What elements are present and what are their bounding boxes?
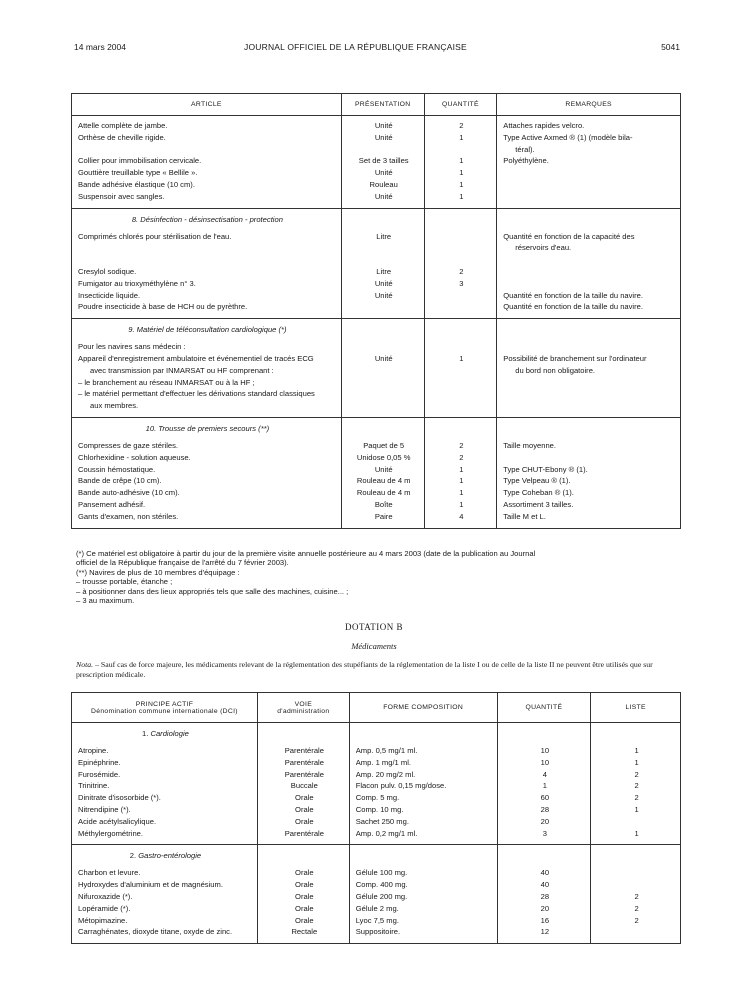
- text-line: 1: [459, 179, 464, 189]
- text-line: Amp. 0,5 mg/1 ml.: [355, 746, 418, 755]
- nota-text: – Sauf cas de force majeure, les médicaments relevant de la réglementation des stupéfiants de la réglementation de la liste I ou de celle de la liste II ne peuvent être utilisés que sur prescription médicale.: [76, 660, 653, 679]
- text-line: (**) Navires de plus de 10 membres d'équipage :: [76, 567, 240, 577]
- text-line: Type Active Axmed ® (1) (modèle bila-: [503, 132, 633, 142]
- text-line: 1: [459, 156, 464, 166]
- text-line: Epinéphrine.: [78, 757, 121, 767]
- text-line: [503, 377, 676, 389]
- text-line: 28: [540, 891, 550, 901]
- text-line: – à positionner dans des lieux appropriés tels que salle des machines, cuisine... ;: [76, 586, 349, 596]
- text-line: Bande adhésive élastique (10 cm).: [78, 179, 195, 189]
- text-line: [78, 144, 337, 156]
- text-line: Gélule 200 mg.: [355, 891, 408, 901]
- text-line: Unité: [374, 168, 393, 178]
- text-line: [503, 341, 676, 353]
- footnotes: [76, 549, 676, 605]
- text-line: 1: [634, 746, 639, 755]
- col-header-liste: LISTE: [591, 693, 681, 723]
- text-line: Amp. 1 mg/1 ml.: [355, 757, 412, 767]
- quantite-list: [504, 867, 587, 938]
- text-line: Méthylergométrine.: [78, 828, 143, 838]
- text-line: Attelle complète de jambe.: [78, 121, 168, 130]
- liste-list: [597, 867, 676, 938]
- text-line: Dinitrate d'isosorbide (*).: [78, 793, 161, 803]
- quantity-cell: [424, 116, 497, 209]
- text-line: Polyéthylène.: [503, 156, 549, 166]
- text-line: 2: [459, 121, 464, 130]
- text-line: (*) Ce matériel est obligatoire à partir du jour de la première visite annuelle postérieure au 4 mars 2003 (date de la publication au Journal: [76, 549, 536, 558]
- principe-list: [78, 745, 253, 839]
- text-line: 12: [540, 927, 550, 937]
- text-line: 1: [459, 191, 464, 201]
- text-line: 60: [540, 793, 550, 803]
- text-line: [348, 301, 420, 313]
- table-header-row: [72, 94, 681, 116]
- text-line: Amp. 0,2 mg/1 ml.: [355, 828, 418, 838]
- text-line: 4: [542, 769, 548, 779]
- text-line: Pour les navires sans médecin :: [78, 342, 186, 352]
- remarks-list: [503, 231, 676, 314]
- text-line: [431, 144, 493, 156]
- text-line: Amp. 20 mg/2 ml.: [355, 769, 416, 779]
- dotation-subtitle: Médicaments: [351, 641, 397, 651]
- text-line: Fumigator au trioxyméthylène n° 3.: [78, 278, 196, 288]
- text-line: [597, 867, 676, 879]
- text-line: Orthèse de cheville rigide.: [78, 132, 166, 142]
- col-header-quantite: QUANTITÉ: [497, 693, 591, 723]
- article-list: [78, 440, 337, 523]
- section-row-teleconsultation: [72, 319, 681, 418]
- section-row-orthopedic: [72, 116, 681, 209]
- presentation-cell: [341, 116, 424, 209]
- text-line: – 3 au maximum.: [76, 595, 135, 605]
- text-line: 20: [540, 816, 550, 826]
- text-line: Sachet 250 mg.: [355, 816, 409, 826]
- text-line: [503, 167, 676, 179]
- text-line: [431, 341, 493, 353]
- text-line: Unité: [374, 290, 393, 300]
- text-line: Attaches rapides velcro.: [503, 121, 585, 130]
- text-line: [503, 266, 676, 278]
- text-line: Comprimés chlorés pour stérilisation de l'eau.: [78, 231, 232, 241]
- section-row-disinfection: [72, 208, 681, 319]
- text-line: 3: [542, 828, 548, 838]
- text-line: [348, 377, 420, 389]
- text-line: [597, 926, 676, 938]
- text-line: avec transmission par INMARSAT ou HF comprenant :: [90, 365, 274, 375]
- text-line: Rouleau de 4 m: [356, 476, 411, 486]
- section-title: 2. Gastro-entérologie: [129, 851, 202, 861]
- header-page-number: 5041: [661, 42, 680, 52]
- text-line: [348, 400, 420, 412]
- text-line: Gouttière treuillable type « Bellile ».: [78, 168, 198, 178]
- presentation-list: [348, 341, 420, 412]
- text-line: Chlorhexidine - solution aqueuse.: [78, 452, 191, 462]
- presentation-list: [348, 231, 420, 314]
- text-line: 1: [634, 757, 639, 767]
- text-line: 2: [459, 452, 464, 462]
- text-line: 2: [459, 440, 464, 450]
- text-line: Gélule 100 mg.: [355, 868, 408, 878]
- section-title: 10. Trousse de premiers secours (**): [145, 423, 270, 433]
- text-line: Bande auto-adhésive (10 cm).: [78, 488, 180, 498]
- text-line: 1: [459, 488, 464, 498]
- text-line: Type Velpeau ® (1).: [503, 476, 571, 486]
- text-line: Parentérale: [284, 757, 324, 767]
- text-line: 16: [540, 915, 550, 925]
- text-line: Parentérale: [284, 828, 324, 838]
- text-line: – le matériel permettant d'effectuer les dérivations standard classiques: [78, 389, 315, 399]
- text-line: 40: [540, 868, 550, 878]
- section-title: 8. Désinfection - désinsectisation - protection: [131, 214, 283, 224]
- text-line: 1: [634, 804, 639, 814]
- text-line: 2: [634, 781, 639, 791]
- col-header-presentation: PRÉSENTATION: [341, 94, 424, 116]
- text-line: [431, 400, 493, 412]
- text-line: Type Coheban ® (1).: [503, 488, 574, 498]
- text-line: Comp. 400 mg.: [355, 880, 408, 890]
- text-line: Buccale: [290, 781, 318, 791]
- text-line: Unidose 0,05 %: [356, 452, 411, 462]
- text-line: Unité: [374, 353, 393, 363]
- text-line: Set de 3 tailles: [358, 156, 409, 166]
- table-header-row: [72, 693, 681, 723]
- text-line: Orale: [295, 915, 314, 925]
- text-line: Métopimazine.: [78, 915, 128, 925]
- remarks-cell: [497, 116, 681, 209]
- nota-label: Nota.: [76, 660, 94, 669]
- equipment-table: [71, 93, 681, 529]
- text-line: Litre: [376, 231, 392, 241]
- voie-list: [264, 867, 345, 938]
- text-line: Nitrendipine (*).: [78, 804, 131, 814]
- header-date: 14 mars 2004: [74, 42, 126, 52]
- text-line: [431, 254, 493, 266]
- text-line: du bord non obligatoire.: [515, 365, 596, 375]
- text-line: Unité: [374, 132, 393, 142]
- text-line: Hydroxydes d'aluminium et de magnésium.: [78, 880, 223, 890]
- text-line: Rectale: [291, 927, 318, 937]
- presentation-list: [348, 440, 420, 523]
- text-line: Unité: [374, 278, 393, 288]
- quantity-list: [431, 440, 493, 523]
- text-line: 4: [459, 511, 464, 521]
- text-line: Taille moyenne.: [503, 440, 557, 450]
- text-line: Bande de crêpe (10 cm).: [78, 476, 162, 486]
- text-line: [431, 301, 493, 313]
- section-title: 9. Matériel de téléconsultation cardiologique (*): [128, 325, 287, 335]
- quantity-list: [431, 231, 493, 314]
- text-line: Orale: [295, 793, 314, 803]
- text-line: 2: [634, 891, 639, 901]
- article-list: [78, 341, 337, 412]
- text-line: 3: [459, 278, 464, 288]
- text-line: Paire: [374, 511, 393, 521]
- text-line: Gélule 2 mg.: [355, 903, 399, 913]
- text-line: [348, 341, 420, 353]
- col-header-remarques: REMARQUES: [497, 94, 681, 116]
- text-line: 1: [634, 828, 639, 838]
- text-line: [503, 179, 676, 191]
- text-line: Parentérale: [284, 769, 324, 779]
- text-line: Quantité en fonction de la taille du navire.: [503, 290, 643, 300]
- text-line: Poudre insecticide à base de HCH ou de pyrèthre.: [78, 302, 248, 312]
- text-line: [597, 879, 676, 891]
- text-line: 40: [540, 880, 550, 890]
- text-line: 2: [634, 903, 639, 913]
- text-line: Possibilité de branchement sur l'ordinateur: [503, 353, 647, 363]
- text-line: – trousse portable, étanche ;: [76, 577, 173, 587]
- text-line: Suppositoire.: [355, 927, 401, 937]
- text-line: Lopéramide (*).: [78, 903, 131, 913]
- text-line: [503, 452, 676, 464]
- text-line: réservoirs d'eau.: [515, 243, 572, 253]
- text-line: Assortiment 3 tailles.: [503, 499, 574, 509]
- text-line: [78, 254, 337, 266]
- text-line: 20: [540, 903, 550, 913]
- text-line: [431, 242, 493, 254]
- text-line: Comp. 5 mg.: [355, 793, 400, 803]
- text-line: Orale: [295, 891, 314, 901]
- text-line: Coussin hémostatique.: [78, 464, 156, 474]
- text-line: 10: [540, 757, 550, 767]
- medication-table: [71, 692, 681, 944]
- text-line: Type CHUT-Ebony ® (1).: [503, 464, 588, 474]
- text-line: Unité: [374, 191, 393, 201]
- text-line: [503, 400, 676, 412]
- section-row-cardiologie: [72, 723, 681, 845]
- text-line: [503, 278, 676, 290]
- text-line: Comp. 10 mg.: [355, 804, 404, 814]
- text-line: téral).: [515, 144, 535, 154]
- text-line: [431, 231, 493, 243]
- text-line: Litre: [376, 266, 392, 276]
- text-line: Appareil d'enregistrement ambulatoire et événementiel de tracés ECG: [78, 353, 314, 363]
- col-header-principe: PRINCIPE ACTIF Dénomination commune internationale (DCI): [72, 693, 258, 723]
- article-cell: [72, 116, 342, 209]
- nota-paragraph: [76, 660, 676, 680]
- text-line: – le branchement au réseau INMARSAT ou à la HF ;: [78, 377, 255, 387]
- text-line: Quantité en fonction de la capacité des: [503, 231, 635, 241]
- text-line: Insecticide liquide.: [78, 290, 141, 300]
- text-line: 2: [459, 266, 464, 276]
- text-line: Cresylol sodique.: [78, 266, 137, 276]
- text-line: 2: [634, 915, 639, 925]
- text-line: [348, 144, 420, 156]
- text-line: 1: [459, 499, 464, 509]
- text-line: Suspensoir avec sangles.: [78, 191, 165, 201]
- col-header-forme: FORME COMPOSITION: [349, 693, 497, 723]
- text-line: [503, 254, 676, 266]
- text-line: Gants d'examen, non stériles.: [78, 511, 179, 521]
- quantity-list: [431, 341, 493, 412]
- text-line: 28: [540, 804, 550, 814]
- text-line: [78, 242, 337, 254]
- text-line: Orale: [295, 804, 314, 814]
- text-line: Lyoc 7,5 mg.: [355, 915, 399, 925]
- quantite-list: [504, 745, 587, 839]
- text-line: 1: [459, 353, 464, 363]
- text-line: 1: [459, 132, 464, 142]
- text-line: [503, 388, 676, 400]
- text-line: 1: [459, 476, 464, 486]
- text-line: Quantité en fonction de la taille du navire.: [503, 302, 643, 312]
- text-line: Carraghénates, dioxyde titane, oxyde de zinc.: [78, 927, 233, 937]
- section-title: 1. Cardiologie: [142, 729, 189, 738]
- principe-list: [78, 867, 253, 938]
- col-header-quantite: QUANTITÉ: [424, 94, 497, 116]
- text-line: Charbon et levure.: [78, 868, 141, 878]
- text-line: [431, 290, 493, 302]
- col-header-article: ARTICLE: [72, 94, 342, 116]
- text-line: Boîte: [374, 499, 393, 509]
- text-line: Orale: [295, 903, 314, 913]
- text-line: Collier pour immobilisation cervicale.: [78, 156, 202, 166]
- text-line: Unité: [374, 464, 393, 474]
- text-line: Furosémide.: [78, 769, 121, 779]
- text-line: [597, 816, 676, 828]
- text-line: Nifuroxazide (*).: [78, 891, 133, 901]
- header-title: JOURNAL OFFICIEL DE LA RÉPUBLIQUE FRANÇAISE: [244, 42, 467, 52]
- text-line: [431, 377, 493, 389]
- text-line: Parentérale: [284, 746, 324, 755]
- remarks-list: [503, 341, 676, 412]
- section-row-gastro: [72, 845, 681, 944]
- text-line: [431, 388, 493, 400]
- text-line: 2: [634, 769, 639, 779]
- voie-list: [264, 745, 345, 839]
- dotation-title: DOTATION B: [344, 622, 404, 632]
- text-line: aux membres.: [90, 401, 139, 411]
- text-line: Orale: [295, 816, 314, 826]
- forme-list: [356, 867, 493, 938]
- remarks-list: [503, 440, 676, 523]
- text-line: [348, 242, 420, 254]
- text-line: Orale: [295, 880, 314, 890]
- col-header-voie: VOIE d'administration: [257, 693, 349, 723]
- text-line: Compresses de gaze stériles.: [78, 440, 179, 450]
- text-line: [348, 365, 420, 377]
- text-line: Pansement adhésif.: [78, 499, 146, 509]
- text-line: Taille M et L.: [503, 511, 546, 521]
- text-line: Flacon pulv. 0,15 mg/dose.: [355, 781, 447, 791]
- text-line: [431, 365, 493, 377]
- article-list: [78, 231, 337, 314]
- text-line: 1: [459, 168, 464, 178]
- text-line: 2: [634, 793, 639, 803]
- text-line: Atropine.: [78, 746, 109, 755]
- text-line: Paquet de 5: [363, 440, 405, 450]
- text-line: [348, 254, 420, 266]
- text-line: 1: [542, 781, 548, 791]
- text-line: Acide acétylsalicylique.: [78, 816, 157, 826]
- text-line: [348, 388, 420, 400]
- text-line: 10: [540, 746, 550, 755]
- text-line: Rouleau: [369, 179, 398, 189]
- text-line: Unité: [374, 121, 393, 130]
- text-line: 1: [459, 464, 464, 474]
- forme-list: [356, 745, 493, 839]
- text-line: officiel de la République française de l'arrêté du 7 février 2003).: [76, 558, 289, 568]
- text-line: Rouleau de 4 m: [356, 488, 411, 498]
- text-line: Trinitrine.: [78, 781, 110, 791]
- section-row-first-aid: [72, 417, 681, 528]
- text-line: Orale: [295, 868, 314, 878]
- liste-list: [597, 745, 676, 839]
- text-line: [503, 191, 676, 203]
